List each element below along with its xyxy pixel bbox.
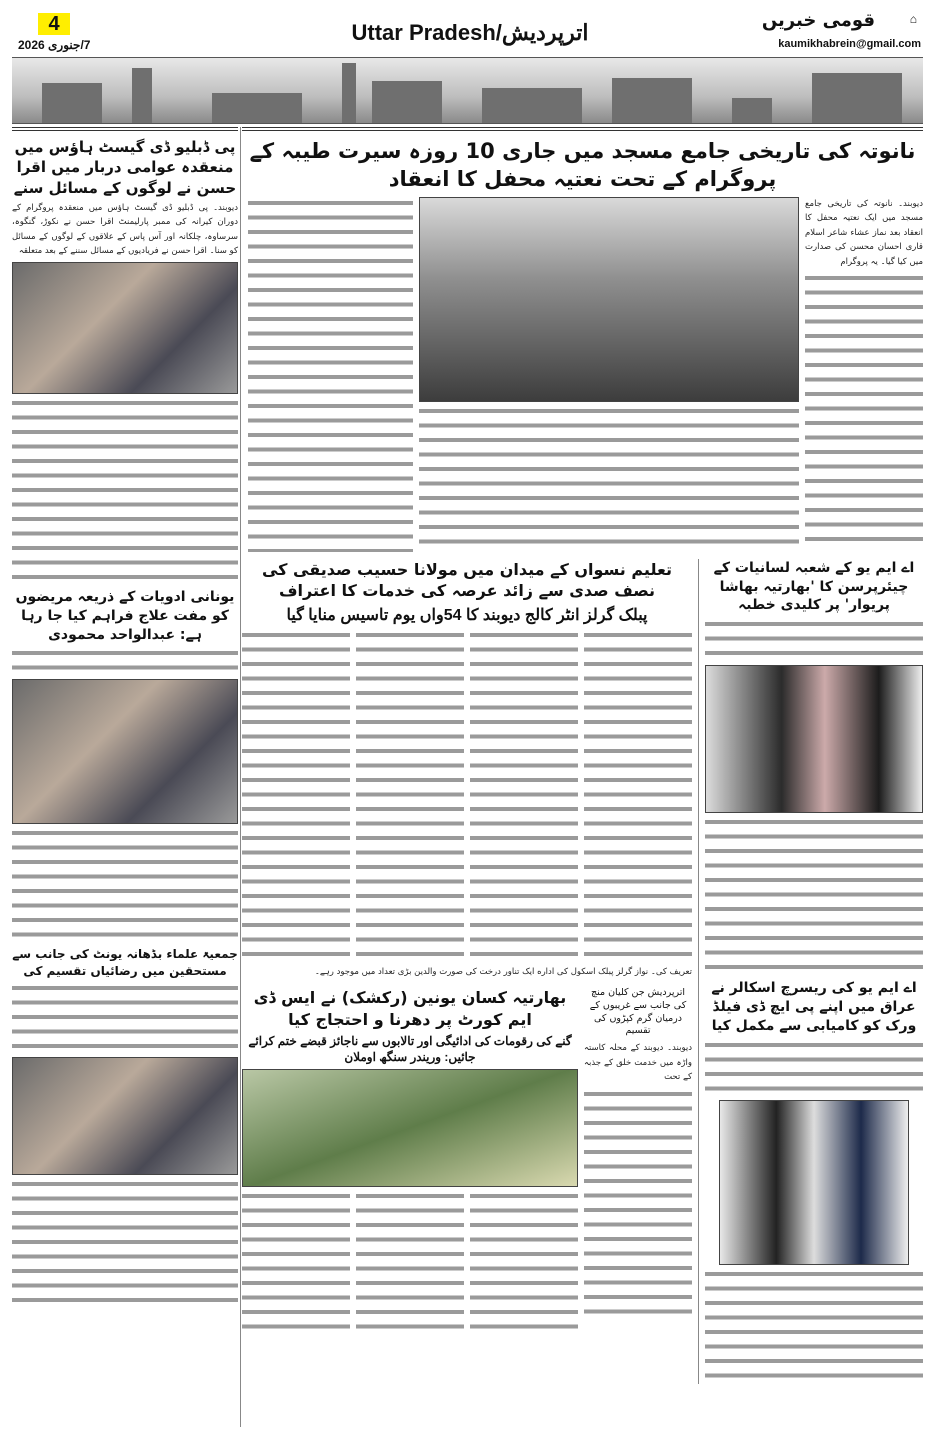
article-body [12,647,238,676]
center-column [242,559,692,1384]
article-body [419,405,799,550]
article-body [705,618,923,662]
main-lead-column [805,197,923,552]
main-article [242,197,923,552]
article-body [12,397,238,585]
article-body [584,629,692,962]
page-number: 4 [38,13,70,35]
article-body [248,197,413,552]
article-lead: دیوبند۔ نانوتہ کی تاریخی جامع مسجد میں ایک نعتیہ محفل کا انعقاد بعد نماز عشاء شاعر اسلام قاری احسان محسن کی صدارت میں کیا گیا۔ یہ پروگرام [805,198,923,267]
headline-blankets: اترپردیش جن کلیان منچ کی جانب سے غریبوں کے درمیان گرم کپڑوں کی تقسیم [589,986,687,1037]
headline-unani: یونانی ادویات کے ذریعہ مریضوں کو مفت علاج فراہم کیا جا رہا ہے: عبدالواحد محمودی [15,588,235,643]
article-body [705,816,923,976]
divider [242,127,923,131]
article-body [242,629,350,962]
article-body-columns [242,1190,578,1335]
right-column [705,559,923,1384]
column-divider [698,559,699,1384]
lower-area [242,559,923,1384]
bottom-articles [242,987,692,1335]
logo-mark-icon: ⌂ [909,12,917,26]
photo-protest [242,1069,578,1187]
subheadline-college: پبلک گرلز انٹر کالج دیوبند کا 54واں یوم تاسیس منایا گیا [286,606,648,624]
contact-email: kaumikhabrein@gmail.com [778,38,921,50]
article-body [470,629,578,962]
left-column [12,127,238,1308]
headline-kisan: بھارتیہ کسان یونین (رکشک) نے ایس ڈی ایم کورٹ پر دھرنا و احتجاج کیا [253,987,567,1029]
article-body [584,1088,692,1318]
article-body [805,272,923,542]
issue-date: 7/جنوری 2026 [18,38,91,52]
article-body-columns [242,629,692,962]
right-area [242,127,923,1384]
photo-public-hearing [12,262,238,394]
headline-amu-research: اے ایم یو کی ریسرچ اسکالر نے عراق میں اپنے پی ایچ ڈی فیلڈ ورک کو کامیابی سے مکمل کیا [711,980,917,1035]
photo-mosque-gathering [419,197,799,402]
divider [12,127,238,131]
headline-jamiat: جمعیۃ علماء بڈھانہ یونٹ کی جانب سے مستحقین میں رضائیاں تقسیم کی [12,947,238,978]
article-body [12,982,238,1054]
article-body [470,1190,578,1335]
header-banner-image [12,57,923,124]
blankets-article [584,987,692,1335]
article-body [12,827,238,943]
article-body [356,629,464,962]
photo-research-scholar [719,1100,909,1265]
article-body [705,1268,923,1384]
article-body [12,1178,238,1308]
article-closing: تعریف کی۔ نواز گرلز پبلک اسکول کی اداره ایک تناور درخت کی صورت والدین بڑی تعداد میں موجود رہے۔ [314,967,692,978]
subheadline-kisan: گنے کی رقومات کی ادائیگی اور تالابوں سے ناجائز قبضے ختم کرائے جائیں: وریندر سنگھ اوملان [248,1034,572,1065]
article-body [356,1190,464,1335]
article-lead: دیوبند۔ پی ڈبلیو ڈی گیسٹ ہاؤس میں منعقدہ پروگرام کے دوران کیرانہ کی ممبر پارلیمنٹ اقرا حسن نے نکوڑ، گنگوہ، سرساوہ، چلکانہ اور آس پاس کے علاقوں کے لوگوں کے مسائل کو سنا۔ اقرا حسن نے فریادیوں کے مسائل سننے کے بعد متعلقہ [12,202,238,257]
main-photo-column [419,197,799,552]
photo-clinic [12,679,238,824]
headline-college: تعلیم نسواں کے میدان میں مولانا حسیب صدیقی کی نصف صدی سے زائد عرصہ کی خدمات کا اعتراف [261,559,673,601]
column-divider [240,127,241,1427]
article-lead: دیوبند۔ دیوبند کے محلہ کاستہ واڑہ میں خدمت خلق کے جذبہ کے تحت [584,1043,692,1083]
newspaper-logo: قومی خبریں [761,10,875,31]
kisan-article [242,987,578,1335]
headline-main: نانوتہ کی تاریخی جامع مسجد میں جاری 10 روزہ سیرت طیبہ کے پروگرام کے تحت نعتیہ محفل کا انعقاد [249,139,916,192]
article-body [242,1190,350,1335]
photo-lecture [705,665,923,813]
headline-amu-lecture: اے ایم یو کے شعبہ لسانیات کے چیئرپرسن کا 'بھارتیہ بھاشا پریوار' پر کلیدی خطبہ [713,559,915,614]
article-body [705,1039,923,1097]
section-title: Uttar Pradesh/اترپردیش [351,20,589,45]
headline-iqra: پی ڈبلیو ڈی گیسٹ ہاؤس میں منعقدہ عوامی دربار میں اقرا حسن نے لوگوں کے مسائل سنے [13,138,237,197]
photo-blanket-distribution [12,1057,238,1175]
